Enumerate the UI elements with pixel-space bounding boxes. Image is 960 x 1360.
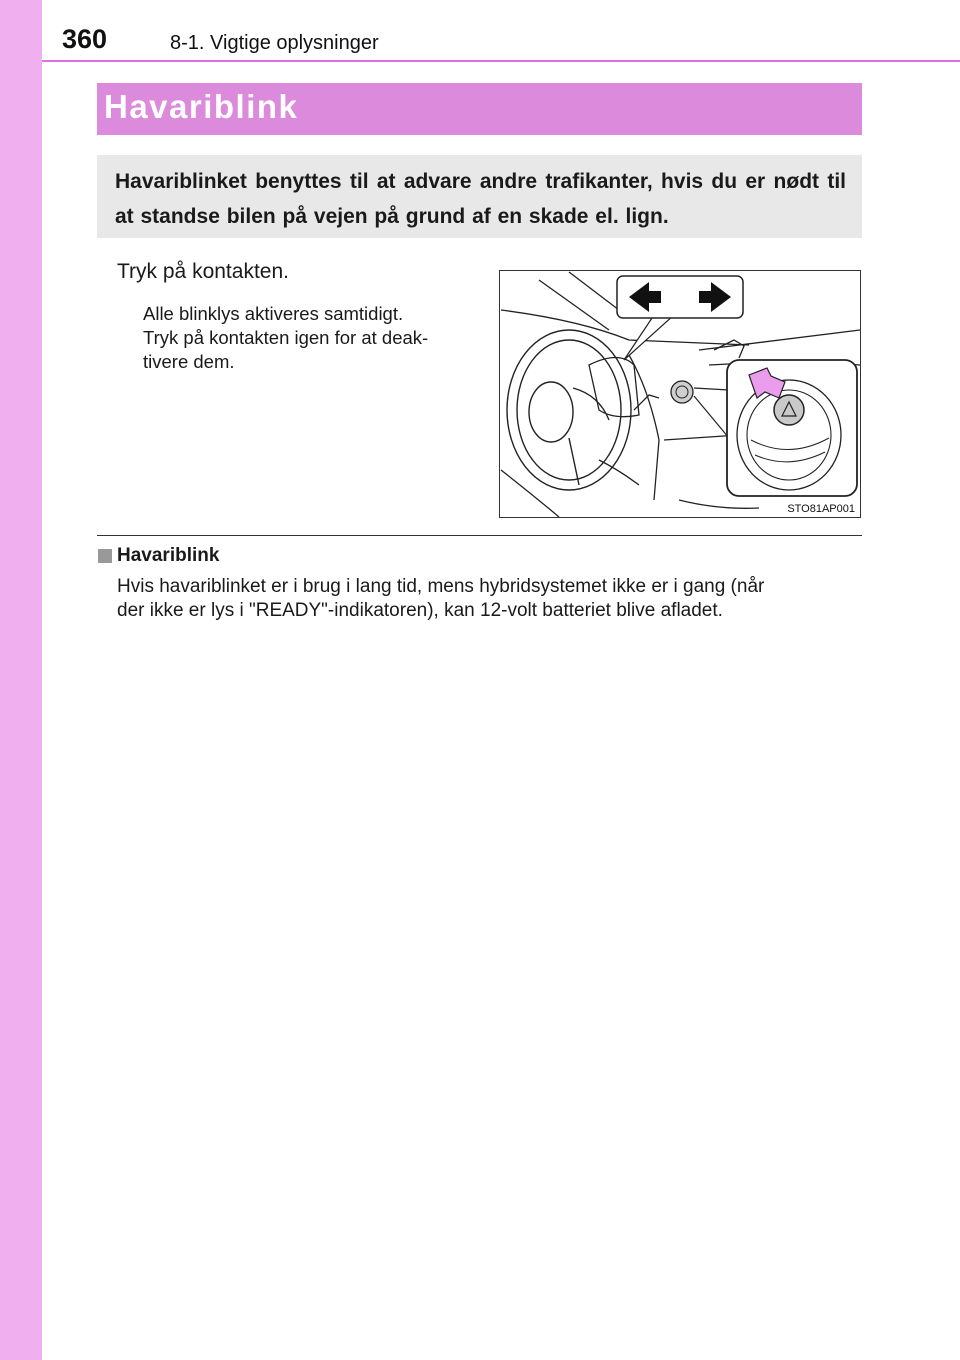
figure-code: STO81AP001 bbox=[787, 503, 855, 515]
header-rule bbox=[42, 60, 960, 62]
step-note-line: Tryk på kontakten igen for at deak- bbox=[143, 327, 429, 348]
note-body-line: Hvis havariblinket er i brug i lang tid, mens hybridsystemet ikke er i gang (når bbox=[117, 576, 765, 597]
page-number: 360 bbox=[62, 24, 108, 54]
section-divider bbox=[97, 535, 862, 536]
note-body bbox=[117, 575, 862, 623]
side-bar bbox=[0, 0, 42, 1360]
hazard-button bbox=[774, 395, 804, 425]
step-note bbox=[143, 302, 473, 374]
note-heading: Havariblink bbox=[117, 545, 220, 566]
page-title: Havariblink bbox=[104, 88, 299, 125]
dashboard-switch bbox=[671, 381, 693, 403]
section-label: 8-1. Vigtige oplysninger bbox=[170, 32, 379, 54]
note-marker bbox=[98, 549, 112, 563]
step-instruction: Tryk på kontakten. bbox=[117, 260, 289, 283]
step-note-line: tivere dem. bbox=[143, 351, 235, 372]
hazard-switch-figure bbox=[499, 270, 861, 518]
step-note-line: Alle blinklys aktiveres samtidigt. bbox=[143, 303, 404, 324]
intro-text: Havariblinket benyttes til at advare andre trafikanter, hvis du er nødt til at standse bilen på vejen på grund af en skade el. lign. bbox=[115, 170, 846, 228]
note-body-line: der ikke er lys i "READY"-indikatoren), kan 12-volt batteriet blive afladet. bbox=[117, 600, 723, 621]
dashboard-illustration bbox=[499, 270, 861, 518]
